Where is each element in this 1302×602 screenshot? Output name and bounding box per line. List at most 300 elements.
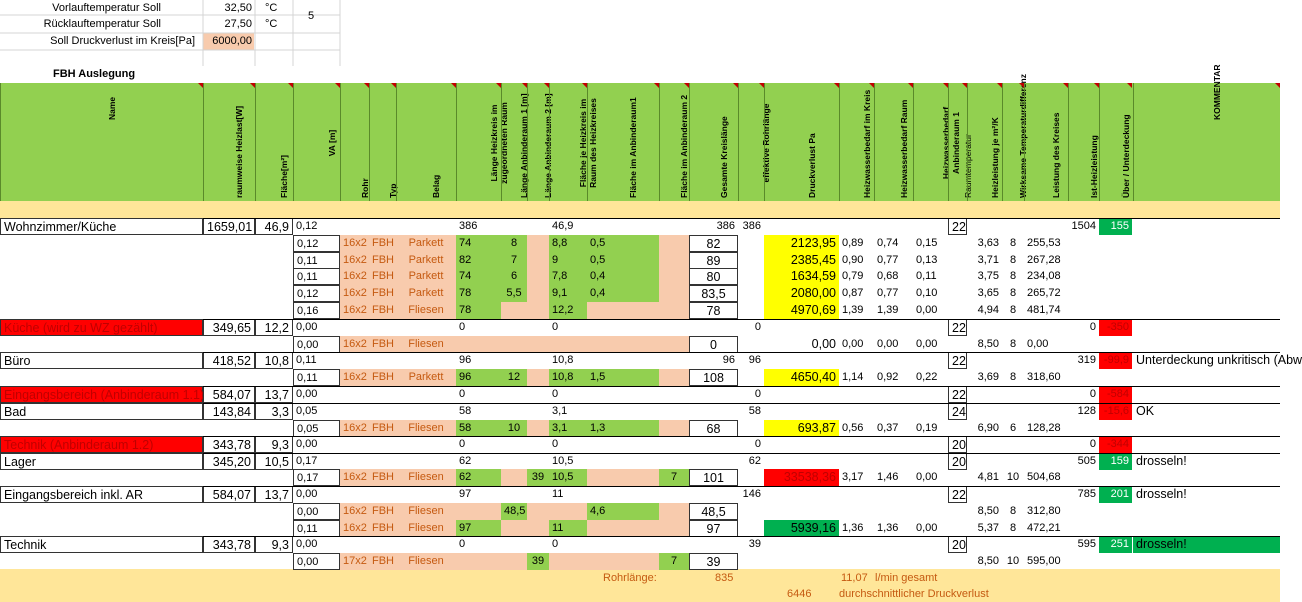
room-heizlast[interactable]: 584,07 [203,486,255,503]
circuit-typ[interactable]: FBH [369,369,396,386]
room-ist[interactable]: 128 [1077,405,1096,417]
column-header[interactable]: Heizwasserbedarf Raum [898,99,909,198]
circuit-fl-anb1[interactable] [587,469,659,486]
circuit-va[interactable]: 0,11 [293,369,340,386]
circuit-flaeche[interactable]: 10,5 [549,469,587,486]
circuit-flaeche[interactable] [549,336,587,353]
circuit-anb2[interactable] [527,285,549,302]
room-va[interactable]: 0,00 [296,321,318,333]
circuit-fl-anb2[interactable] [659,268,689,285]
circuit-fl-anb1[interactable]: 1,5 [587,369,659,386]
circuit-belag[interactable]: Fliesen [396,553,456,570]
circuit-fl-anb2[interactable] [659,285,689,302]
circuit-typ[interactable]: FBH [369,235,396,252]
circuit-fl-anb2[interactable]: 7 [659,553,689,570]
room-heizlast[interactable]: 345,20 [203,453,255,470]
circuit-hw-anb[interactable] [913,503,948,520]
circuit-flaeche[interactable]: 12,2 [549,302,587,319]
circuit-fl-anb2[interactable] [659,302,689,319]
room-diff[interactable]: 201 [1099,486,1132,503]
circuit-leistung[interactable]: 234,08 [1027,270,1061,282]
circuit-anb2[interactable]: 39 [527,553,549,570]
circuit-typ[interactable]: FBH [369,252,396,269]
circuit-anb2[interactable] [527,336,549,353]
circuit-anb2[interactable] [527,252,549,269]
column-header[interactable]: Fläche im Anbinderaum1 [628,97,638,198]
circuit-druckverlust[interactable]: 33538,36 [764,469,839,486]
circuit-flaeche[interactable]: 9 [549,252,587,269]
circuit-rohr[interactable]: 16x2 [340,252,369,269]
column-header[interactable]: Länge Anbinderaum 1 [m] [519,93,529,198]
room-diff[interactable]: 251 [1099,536,1132,553]
circuit-gesamt[interactable]: 83,5 [689,285,738,302]
room-flaeche[interactable]: 13,7 [255,486,293,503]
room-va[interactable]: 0,05 [296,405,318,417]
circuit-belag[interactable]: Parkett [396,252,456,269]
circuit-gesamt[interactable]: 89 [689,252,738,269]
circuit-eff[interactable] [738,369,764,386]
circuit-hw-kreis[interactable]: 0,87 [842,287,864,299]
column-header[interactable]: KOMMENTAR [1211,64,1222,120]
circuit-hw-raum[interactable]: 0,68 [877,270,899,282]
circuit-dt[interactable]: 8 [1009,371,1017,383]
circuit-anb1[interactable]: 7 [501,252,527,269]
room-gesamt[interactable] [689,386,738,403]
circuit-flaeche[interactable]: 10,8 [549,369,587,386]
circuit-belag[interactable]: Fliesen [396,302,456,319]
circuit-hw-anb[interactable]: 0,13 [916,254,938,266]
circuit-laenge[interactable]: 82 [456,252,501,269]
circuit-gesamt[interactable]: 0 [689,336,738,353]
circuit-gesamt[interactable]: 97 [689,520,738,537]
room-temp[interactable]: 22 [948,218,967,235]
circuit-hw-kreis[interactable]: 3,17 [842,471,864,483]
circuit-gesamt[interactable]: 101 [689,469,738,486]
room-ist[interactable]: 0 [1089,438,1096,450]
circuit-flaeche[interactable]: 3,1 [549,420,587,437]
room-flaeche[interactable]: 10,8 [255,352,293,369]
circuit-anb2[interactable] [527,503,549,520]
room-gesamt[interactable] [689,319,738,336]
circuit-belag[interactable]: Parkett [396,268,456,285]
comment-marker[interactable] [1275,83,1280,88]
room-gesamt[interactable] [689,536,738,553]
circuit-va[interactable]: 0,05 [293,420,340,437]
circuit-druckverlust[interactable]: 4650,40 [764,369,839,386]
circuit-hw-kreis[interactable]: 0,00 [842,338,864,350]
circuit-typ[interactable]: FBH [369,503,396,520]
room-diff[interactable]: 159 [1099,453,1132,470]
circuit-laenge[interactable] [456,553,501,570]
column-header[interactable]: Wirksame Temperaturdifferenz [1018,74,1028,198]
column-header[interactable]: raumweise Heizlast[W] [234,105,244,198]
circuit-eff[interactable] [738,268,764,285]
room-laenge[interactable]: 62 [459,455,472,467]
room-gesamt[interactable] [689,453,738,470]
circuit-belag[interactable]: Fliesen [396,503,456,520]
room-eff[interactable]: 39 [748,538,761,550]
circuit-hw-anb[interactable]: 0,11 [916,270,937,282]
circuit-va[interactable]: 0,00 [293,336,340,353]
circuit-anb1[interactable]: 8 [501,235,527,252]
room-diff[interactable]: -584 [1099,386,1132,403]
circuit-dt[interactable]: 10 [1006,471,1020,483]
circuit-leistung[interactable]: 312,80 [1027,505,1061,517]
circuit-flaeche[interactable]: 7,8 [549,268,587,285]
circuit-va[interactable]: 0,12 [293,285,340,302]
circuit-dt[interactable]: 8 [1009,254,1017,266]
room-flaeche-hk[interactable]: 10,5 [552,455,574,467]
circuit-druckverlust[interactable]: 2080,00 [764,285,839,302]
room-gesamt[interactable]: 96 [722,354,735,366]
circuit-anb1[interactable]: 5,5 [501,285,527,302]
room-va[interactable]: 0,00 [296,438,318,450]
room-temp[interactable]: 22 [948,486,967,503]
room-eff[interactable]: 0 [754,438,761,450]
room-comment[interactable] [1133,319,1280,336]
room-temp[interactable]: 22 [948,386,967,403]
room-comment[interactable] [1133,386,1280,403]
circuit-flaeche[interactable]: 9,1 [549,285,587,302]
circuit-leistung[interactable]: 128,28 [1027,422,1061,434]
circuit-hw-kreis[interactable] [839,503,874,520]
room-name[interactable]: Lager [0,453,203,470]
column-header[interactable]: Fläche im Anbinderaum 2 [679,94,689,198]
circuit-druckverlust[interactable]: 5939,16 [764,520,839,537]
room-eff[interactable]: 58 [748,405,761,417]
circuit-dt[interactable]: 8 [1009,237,1017,249]
circuit-va[interactable]: 0,11 [293,520,340,537]
circuit-fl-anb1[interactable] [587,520,659,537]
column-header[interactable]: Fläche[m²] [279,155,289,198]
column-header[interactable]: Name [106,96,117,120]
circuit-anb2[interactable] [527,302,549,319]
room-laenge[interactable]: 0 [459,388,466,400]
circuit-hw-raum[interactable]: 0,77 [877,287,899,299]
circuit-heizleistung[interactable]: 3,63 [977,237,999,249]
circuit-eff[interactable] [738,285,764,302]
circuit-flaeche[interactable] [549,503,587,520]
circuit-anb2[interactable] [527,369,549,386]
circuit-laenge[interactable]: 58 [456,420,501,437]
room-ist[interactable]: 319 [1077,354,1096,366]
circuit-typ[interactable]: FBH [369,268,396,285]
room-name[interactable]: Bad [0,403,203,420]
room-heizlast[interactable]: 418,52 [203,352,255,369]
room-heizlast[interactable]: 584,07 [203,386,255,403]
circuit-flaeche[interactable] [549,553,587,570]
circuit-hw-kreis[interactable]: 0,79 [842,270,864,282]
room-flaeche[interactable]: 10,5 [255,453,293,470]
column-header[interactable]: Belag [431,174,441,198]
circuit-anb1[interactable] [501,520,527,537]
room-ist[interactable]: 0 [1089,388,1096,400]
circuit-rohr[interactable]: 16x2 [340,369,369,386]
room-eff[interactable]: 386 [742,220,761,232]
column-header[interactable]: effektive Rohrlänge [761,103,771,183]
circuit-fl-anb2[interactable] [659,520,689,537]
circuit-fl-anb1[interactable]: 0,4 [587,268,659,285]
column-header[interactable]: Heizwasserbedarf Anbinderaum 1 [940,106,961,180]
circuit-heizleistung[interactable]: 8,50 [977,338,999,350]
circuit-typ[interactable]: FBH [369,336,396,353]
circuit-laenge[interactable]: 96 [456,369,501,386]
circuit-dt[interactable]: 8 [1009,338,1017,350]
room-va[interactable]: 0,11 [296,354,317,366]
circuit-rohr[interactable]: 16x2 [340,235,369,252]
circuit-leistung[interactable]: 267,28 [1027,254,1061,266]
circuit-druckverlust[interactable] [764,503,839,520]
column-header[interactable]: Über / Unterdeckung [1120,114,1131,198]
circuit-eff[interactable] [738,469,764,486]
room-heizlast[interactable]: 143,84 [203,403,255,420]
circuit-leistung[interactable]: 595,00 [1027,555,1061,567]
circuit-laenge[interactable]: 62 [456,469,501,486]
room-eff[interactable]: 146 [742,488,761,500]
room-comment[interactable]: drosseln! [1136,487,1187,501]
room-flaeche-hk[interactable]: 0 [552,388,559,400]
circuit-eff[interactable] [738,302,764,319]
circuit-va[interactable]: 0,11 [293,268,340,285]
circuit-heizleistung[interactable]: 3,71 [977,254,999,266]
circuit-fl-anb1[interactable] [587,302,659,319]
room-name[interactable]: Büro [0,352,203,369]
circuit-va[interactable]: 0,00 [293,503,340,520]
circuit-laenge[interactable] [456,503,501,520]
circuit-anb2[interactable]: 39 [527,469,549,486]
circuit-eff[interactable] [738,553,764,570]
circuit-rohr[interactable]: 17x2 [340,553,369,570]
column-header[interactable]: Leistung des Kreises [1051,112,1061,198]
circuit-druckverlust[interactable]: 0,00 [811,337,836,351]
room-flaeche-hk[interactable]: 0 [552,538,559,550]
circuit-hw-raum[interactable] [874,503,913,520]
room-flaeche[interactable]: 3,3 [255,403,293,420]
circuit-flaeche[interactable]: 8,8 [549,235,587,252]
circuit-fl-anb2[interactable] [659,420,689,437]
circuit-anb1[interactable]: 12 [501,369,527,386]
circuit-hw-kreis[interactable]: 0,56 [842,422,864,434]
circuit-typ[interactable]: FBH [369,469,396,486]
circuit-va[interactable]: 0,12 [293,235,340,252]
column-header[interactable]: Rohr [359,178,370,198]
circuit-rohr[interactable]: 16x2 [340,420,369,437]
room-gesamt[interactable] [689,436,738,453]
circuit-laenge[interactable]: 74 [456,235,501,252]
vorlauf-value[interactable]: 32,50 [224,2,252,14]
circuit-hw-kreis[interactable]: 0,89 [842,237,864,249]
circuit-flaeche[interactable]: 11 [549,520,587,537]
room-flaeche[interactable]: 9,3 [255,536,293,553]
ruecklauf-value[interactable]: 27,50 [224,18,252,30]
room-heizlast[interactable]: 1659,01 [203,218,255,235]
room-eff[interactable]: 62 [748,455,761,467]
room-laenge[interactable]: 97 [459,488,472,500]
column-header[interactable]: Länge Anbinderaum 2 [m] [543,93,553,198]
circuit-hw-anb[interactable]: 0,00 [916,471,938,483]
circuit-hw-raum[interactable]: 0,77 [877,254,899,266]
circuit-druckverlust[interactable]: 693,87 [764,420,839,437]
circuit-druckverlust[interactable]: 4970,69 [764,302,839,319]
circuit-fl-anb1[interactable]: 0,4 [587,285,659,302]
room-name[interactable]: Wohnzimmer/Küche [0,218,203,235]
room-eff[interactable]: 96 [748,354,761,366]
circuit-belag[interactable]: Parkett [396,235,456,252]
circuit-gesamt[interactable]: 80 [689,268,738,285]
circuit-anb1[interactable] [501,553,527,570]
circuit-heizleistung[interactable]: 3,65 [977,287,999,299]
circuit-leistung[interactable]: 255,53 [1027,237,1061,249]
room-va[interactable]: 0,00 [296,388,318,400]
room-heizlast[interactable]: 349,65 [203,319,255,336]
circuit-fl-anb2[interactable] [659,336,689,353]
room-flaeche[interactable]: 9,3 [255,436,293,453]
circuit-anb2[interactable] [527,235,549,252]
room-comment[interactable] [1133,218,1280,235]
circuit-hw-kreis[interactable]: 0,90 [842,254,864,266]
room-name[interactable]: Eingangsbereich (Anbinderaum 1.1) [0,386,203,403]
circuit-gesamt[interactable]: 48,5 [689,503,738,520]
circuit-dt[interactable]: 8 [1009,287,1017,299]
room-ist[interactable]: 595 [1077,538,1096,550]
circuit-fl-anb2[interactable] [659,503,689,520]
circuit-rohr[interactable]: 16x2 [340,285,369,302]
circuit-rohr[interactable]: 16x2 [340,302,369,319]
room-ist[interactable]: 785 [1077,488,1096,500]
circuit-va[interactable]: 0,17 [293,469,340,486]
circuit-anb1[interactable]: 48,5 [501,503,527,520]
circuit-leistung[interactable]: 504,68 [1027,471,1061,483]
circuit-hw-raum[interactable]: 1,39 [877,304,899,316]
circuit-dt[interactable]: 8 [1009,522,1017,534]
room-gesamt[interactable] [689,486,738,503]
circuit-hw-raum[interactable]: 1,46 [877,471,899,483]
circuit-fl-anb2[interactable] [659,369,689,386]
circuit-hw-raum[interactable]: 0,74 [877,237,899,249]
circuit-fl-anb1[interactable] [587,336,659,353]
room-ist[interactable]: 505 [1077,455,1096,467]
room-name[interactable]: Eingangsbereich inkl. AR [0,486,203,503]
circuit-druckverlust[interactable]: 1634,59 [764,268,839,285]
circuit-hw-raum[interactable]: 0,00 [877,338,899,350]
circuit-anb1[interactable] [501,302,527,319]
room-flaeche-hk[interactable]: 3,1 [552,405,568,417]
circuit-eff[interactable] [738,235,764,252]
room-gesamt[interactable] [689,403,738,420]
circuit-gesamt[interactable]: 78 [689,302,738,319]
room-temp[interactable]: 20 [948,536,967,553]
circuit-eff[interactable] [738,336,764,353]
circuit-dt[interactable]: 8 [1009,505,1017,517]
circuit-rohr[interactable]: 16x2 [340,336,369,353]
room-comment[interactable] [1133,436,1280,453]
circuit-hw-raum[interactable]: 1,36 [877,522,899,534]
circuit-belag[interactable]: Fliesen [396,336,456,353]
circuit-anb1[interactable] [501,469,527,486]
room-temp[interactable]: 20 [948,453,967,470]
room-comment[interactable]: OK [1136,404,1155,418]
circuit-fl-anb1[interactable]: 1,3 [587,420,659,437]
temperature-spread[interactable]: 5 [308,10,315,22]
column-header[interactable]: VA [m] [326,129,337,157]
circuit-hw-anb[interactable]: 0,00 [916,338,938,350]
circuit-hw-kreis[interactable]: 1,36 [842,522,864,534]
circuit-belag[interactable]: Fliesen [396,520,456,537]
circuit-heizleistung[interactable]: 8,50 [977,555,999,567]
room-flaeche-hk[interactable]: 0 [552,321,559,333]
room-eff[interactable]: 0 [754,388,761,400]
circuit-heizleistung[interactable]: 3,75 [977,270,999,282]
room-laenge[interactable]: 0 [459,538,466,550]
room-flaeche-hk[interactable]: 10,8 [552,354,574,366]
circuit-hw-anb[interactable]: 0,00 [916,522,938,534]
column-header[interactable]: Fläche je Heizkreis im Raum des Heizkreises [578,98,598,188]
room-comment[interactable]: Unterdeckung unkritisch (Abw [1136,353,1302,367]
column-header[interactable]: Gesamte Kreislänge [718,116,729,198]
circuit-laenge[interactable]: 78 [456,302,501,319]
room-temp[interactable]: 22 [948,319,967,336]
circuit-fl-anb2[interactable]: 7 [659,469,689,486]
room-laenge[interactable]: 96 [459,354,472,366]
room-name[interactable]: Technik (Anbinderaum 1.2) [0,436,203,453]
room-diff[interactable]: -99,9 [1099,352,1132,369]
circuit-fl-anb1[interactable]: 0,5 [587,252,659,269]
circuit-rohr[interactable]: 16x2 [340,520,369,537]
column-header[interactable]: Heizwasserbedarf im Kreis [861,89,872,198]
circuit-anb2[interactable] [527,520,549,537]
circuit-fl-anb2[interactable] [659,235,689,252]
circuit-eff[interactable] [738,520,764,537]
room-ist[interactable]: 1504 [1071,220,1096,232]
room-laenge[interactable]: 0 [459,438,466,450]
circuit-belag[interactable]: Fliesen [396,469,456,486]
circuit-hw-anb[interactable]: 0,15 [916,237,938,249]
circuit-belag[interactable]: Fliesen [396,420,456,437]
circuit-fl-anb2[interactable] [659,252,689,269]
room-va[interactable]: 0,00 [296,488,318,500]
room-diff[interactable]: -344 [1099,436,1132,453]
column-header[interactable]: Ist-Heizleistung [1088,135,1099,198]
circuit-heizleistung[interactable]: 6,90 [977,422,999,434]
circuit-belag[interactable]: Parkett [396,369,456,386]
circuit-leistung[interactable]: 265,72 [1027,287,1061,299]
room-flaeche[interactable]: 13,7 [255,386,293,403]
circuit-leistung[interactable]: 0,00 [1027,338,1049,350]
column-header[interactable]: Druckverlust Pa [806,133,817,198]
room-comment[interactable]: drosseln! [1136,454,1187,468]
column-header[interactable]: Heizleistung je m²/K [989,117,1000,198]
room-heizlast[interactable]: 343,78 [203,436,255,453]
circuit-typ[interactable]: FBH [369,420,396,437]
column-header[interactable]: Raumtemperatur [962,134,973,198]
room-flaeche-hk[interactable]: 0 [552,438,559,450]
circuit-druckverlust[interactable] [764,553,839,570]
circuit-fl-anb1[interactable]: 4,6 [587,503,659,520]
circuit-gesamt[interactable]: 39 [689,553,738,570]
room-va[interactable]: 0,17 [296,455,318,467]
comment-marker[interactable] [1127,83,1132,88]
circuit-rohr[interactable]: 16x2 [340,503,369,520]
circuit-dt[interactable]: 10 [1006,555,1020,567]
room-eff[interactable]: 0 [754,321,761,333]
circuit-gesamt[interactable]: 68 [689,420,738,437]
circuit-leistung[interactable]: 481,74 [1027,304,1061,316]
column-header[interactable]: Typ [387,183,398,198]
circuit-gesamt[interactable]: 82 [689,235,738,252]
circuit-typ[interactable]: FBH [369,520,396,537]
circuit-hw-raum[interactable] [874,553,913,570]
circuit-laenge[interactable]: 74 [456,268,501,285]
